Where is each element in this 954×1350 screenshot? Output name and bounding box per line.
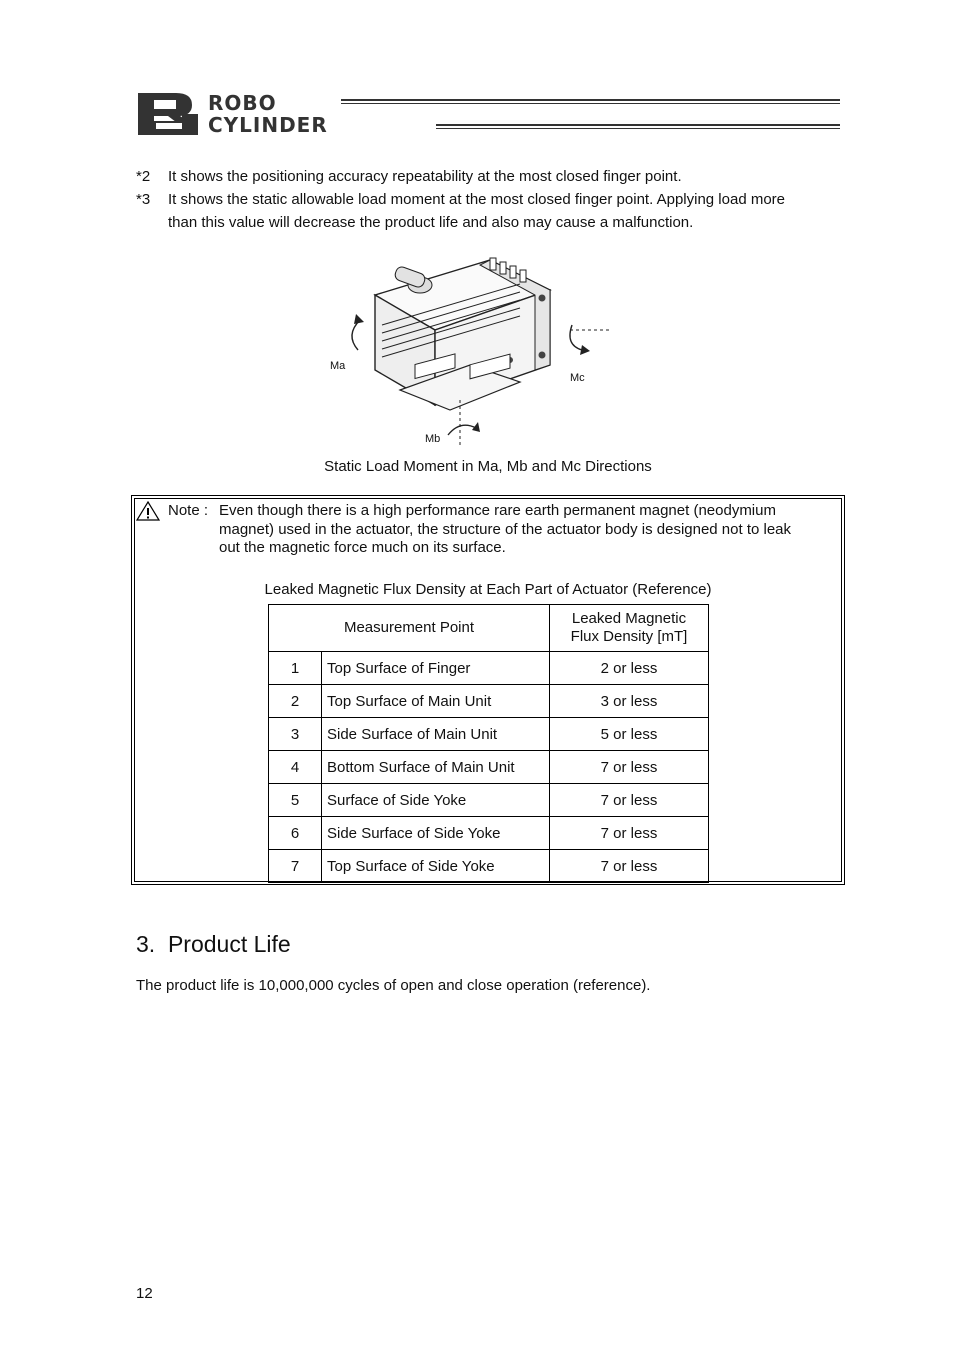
note-line-3: out the magnetic force much on its surface. — [219, 539, 506, 556]
table-row: 4 Bottom Surface of Main Unit 7 or less — [269, 751, 709, 784]
footnote-2: *2 It shows the positioning accuracy repeatability at the most closed finger point. — [136, 168, 682, 185]
header-rule-top — [341, 99, 840, 104]
actuator-drawing — [320, 250, 620, 450]
actuator-moment-figure — [320, 250, 620, 450]
table-row: 3 Side Surface of Main Unit 5 or less — [269, 718, 709, 751]
logo-text-cylinder: CYLINDER — [208, 113, 328, 137]
header-rule-bottom — [436, 124, 840, 129]
robo-cylinder-logo — [136, 91, 846, 137]
logo-text-robo: ROBO — [208, 91, 277, 115]
label-mb: Mb — [425, 433, 441, 445]
label-mc: Mc — [570, 372, 585, 384]
table-title: Leaked Magnetic Flux Density at Each Part of Actuator (Reference) — [264, 581, 712, 598]
note-line-1: Even though there is a high performance rare earth permanent magnet (neodymium — [219, 502, 776, 519]
rc-logo-icon — [136, 91, 206, 137]
page-number: 12 — [136, 1285, 153, 1302]
flux-density-table — [268, 604, 709, 883]
label-ma: Ma — [330, 360, 346, 372]
figure-caption: Static Load Moment in Ma, Mb and Mc Directions — [324, 458, 652, 475]
table-row: 6 Side Surface of Side Yoke 7 or less — [269, 817, 709, 850]
header-flux-density: Leaked Magnetic Flux Density [mT] — [550, 605, 709, 652]
section-heading: 3. Product Life — [136, 931, 291, 957]
table-row: 7 Top Surface of Side Yoke 7 or less — [269, 850, 709, 883]
table-row: 5 Surface of Side Yoke 7 or less — [269, 784, 709, 817]
table-row: 2 Top Surface of Main Unit 3 or less — [269, 685, 709, 718]
header-measurement-point: Measurement Point — [269, 605, 550, 652]
note-line-2: magnet) used in the actuator, the structure of the actuator body is designed not to leak — [219, 521, 792, 538]
section-body: The product life is 10,000,000 cycles of open and close operation (reference). — [136, 977, 651, 994]
footnote-3: *3 It shows the static allowable load moment at the most closed finger point. Applying load more than this value will decrease the product life and also may cause a malfunction. — [136, 191, 785, 231]
table-row: 1 Top Surface of Finger 2 or less — [269, 652, 709, 685]
table-header-row — [269, 605, 709, 652]
note-label: Note : — [168, 502, 209, 519]
warning-icon — [136, 501, 160, 521]
